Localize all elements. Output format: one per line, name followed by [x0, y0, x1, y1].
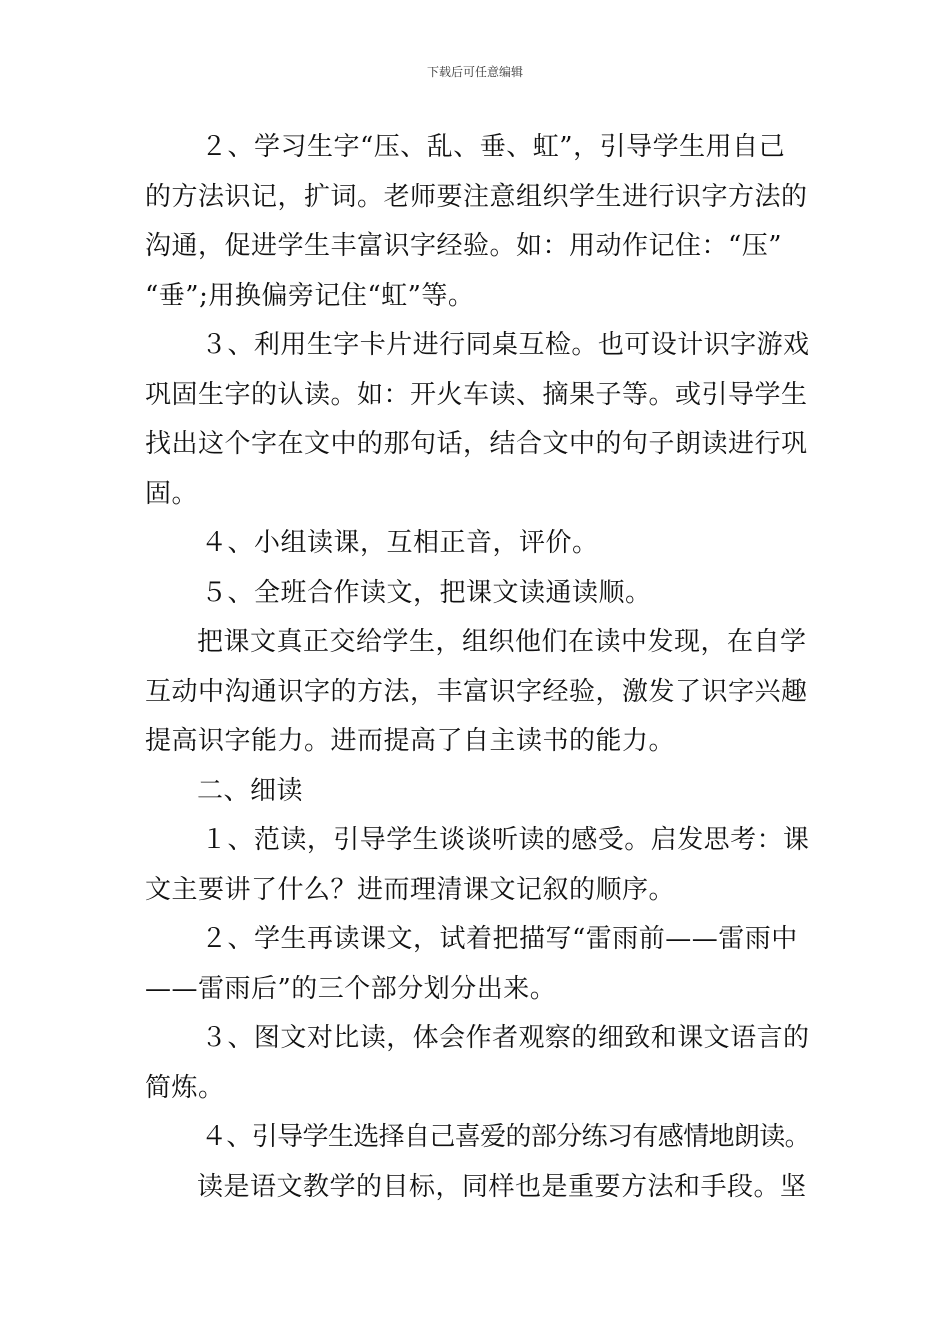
text-line: ４、小组读课，互相正音，评价。 — [201, 528, 599, 558]
text-line: 的方法识记，扩词。老师要注意组织学生进行识字方法的 — [145, 181, 808, 212]
text-line: 沟通，促进学生丰富识字经验。如：用动作记住：“压” — [145, 231, 783, 261]
text-line: 固。 — [145, 478, 199, 509]
text-line: ２、学生再读课文，试着把描写“雷雨前——雷雨中 — [201, 924, 798, 954]
text-line: 把课文真正交给学生，组织他们在读中发现，在自学 — [197, 627, 807, 657]
text-line: ５、全班合作读文，把课文读通读顺。 — [201, 577, 652, 608]
text-line: 互动中沟通识字的方法，丰富识字经验，激发了识字兴趣 — [145, 676, 808, 707]
text-line: 读是语文教学的目标，同样也是重要方法和手段。坚 — [197, 1171, 807, 1202]
text-line: ２、学习生字“压、乱、垂、虹”，引导学生用自己 — [201, 132, 786, 162]
text-line: 提高识字能力。进而提高了自主读书的能力。 — [145, 726, 676, 756]
text-line: １、范读，引导学生谈谈听读的感受。启发思考：课 — [201, 825, 810, 855]
text-line: ３、利用生字卡片进行同桌互检。也可设计识字游戏 — [201, 330, 810, 360]
text-line: “垂”;用换偏旁记住“虹”等。 — [145, 280, 475, 311]
text-line: 简炼。 — [145, 1072, 225, 1103]
text-line: ４、引导学生选择自己喜爱的部分练习有感情地朗读。 — [201, 1122, 811, 1152]
text-line: 二、细读 — [197, 775, 304, 806]
text-line: ——雷雨后”的三个部分划分出来。 — [145, 973, 557, 1004]
page-header: 下载后可任意编辑 — [426, 65, 523, 79]
text-line: 文主要讲了什么？进而理清课文记叙的顺序。 — [145, 874, 676, 905]
text-line: 巩固生字的认读。如：开火车读、摘果子等。或引导学生 — [145, 379, 808, 410]
text-line: ３、图文对比读，体会作者观察的细致和课文语言的 — [201, 1023, 810, 1053]
text-line: 找出这个字在文中的那句话，结合文中的句子朗读进行巩 — [145, 429, 808, 459]
